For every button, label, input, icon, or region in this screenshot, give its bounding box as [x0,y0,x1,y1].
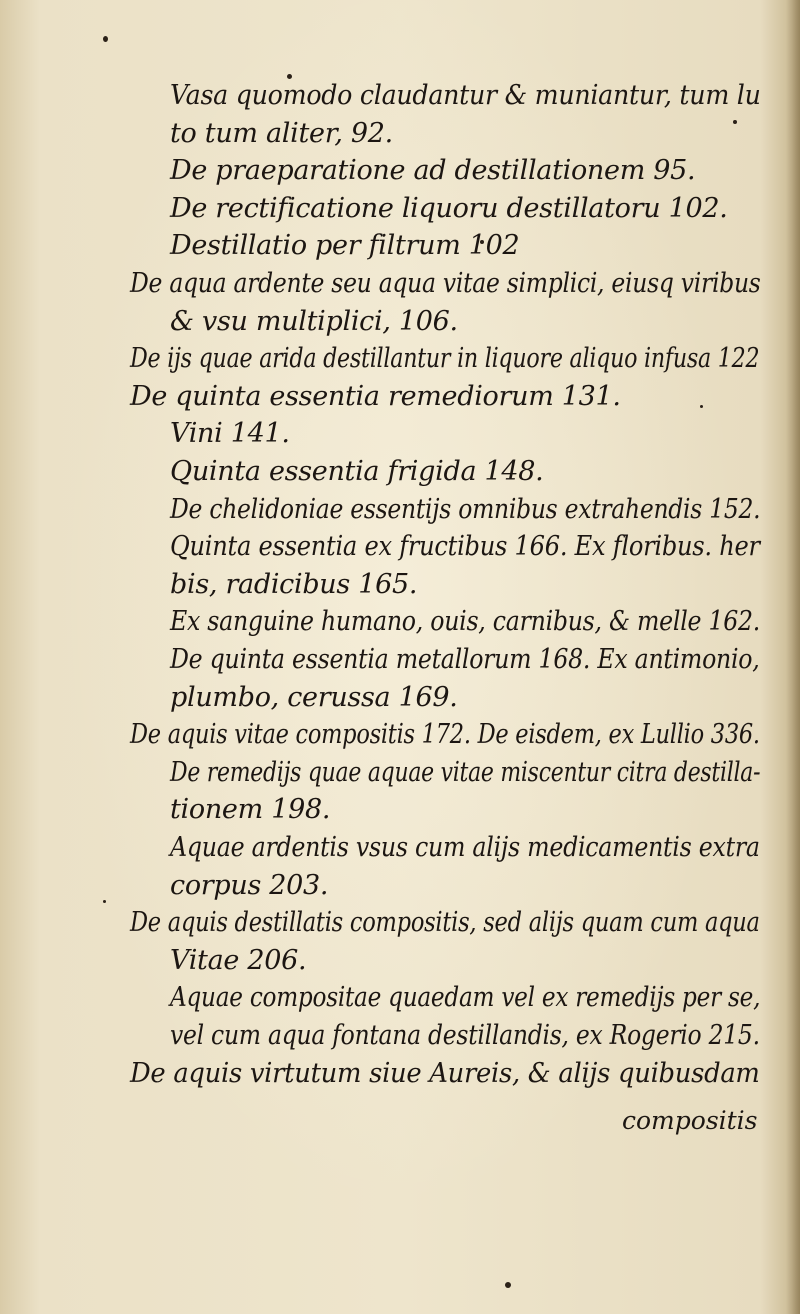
index-entry: De aquis vitae compositis 172. De eisdem, ex Lullio 336. [130,719,760,750]
ink-speck [700,405,703,408]
index-entry: De aquis virtutum siue Aureis, & alijs quibusdam [130,1058,760,1089]
index-entry: Destillatio per filtrum 102 [170,230,520,261]
ink-speck [287,74,292,79]
index-entry: De praeparatione ad destillationem 95. [170,155,696,186]
ink-speck [103,36,108,42]
index-entry: & vsu multiplici, 106. [170,306,458,337]
index-entry: Vini 141. [170,418,290,449]
index-entry: plumbo, cerussa 169. [170,682,458,713]
index-entry: vel cum aqua fontana destillandis, ex Rogerio 215. [170,1020,760,1051]
catchword: compositis [622,1106,758,1135]
index-entry: De chelidoniae essentijs omnibus extrahendis 152. [170,494,761,525]
index-entry: Aquae compositae quaedam vel ex remedijs per se, [170,982,761,1013]
index-entry: De aqua ardente seu aqua vitae simplici, eiusq viribus [130,268,761,299]
index-entry: De ijs quae arida destillantur in liquore aliquo infusa 122 [130,343,760,374]
index-entry: De quinta essentia metallorum 168. Ex antimonio, [170,644,760,675]
ink-speck [103,900,106,903]
index-entry: Quinta essentia ex fructibus 166. Ex floribus. her [170,531,760,562]
index-entry: bis, radicibus 165. [170,569,418,600]
index-entry: Quinta essentia frigida 148. [170,456,544,487]
index-entry: Aquae ardentis vsus cum alijs medicamentis extra [170,832,760,863]
index-entry: De remedijs quae aquae vitae miscentur citra destilla- [170,757,761,788]
index-entry: Ex sanguine humano, ouis, carnibus, & melle 162. [170,606,761,637]
index-entry: De rectificatione liquoru destillatoru 102. [170,193,728,224]
page-edge-shadow [786,0,800,1314]
ink-speck [733,120,737,124]
ink-speck [505,1282,511,1288]
index-entry: Vitae 206. [170,945,307,976]
index-entry: De quinta essentia remediorum 131. [130,381,621,412]
index-entry: corpus 203. [170,870,329,901]
index-entry: Vasa quomodo claudantur & muniantur, tum lu [170,80,761,111]
index-entry: to tum aliter, 92. [170,118,393,149]
index-entry: tionem 198. [170,794,331,825]
index-entry: De aquis destillatis compositis, sed alijs quam cum aqua [130,907,760,938]
